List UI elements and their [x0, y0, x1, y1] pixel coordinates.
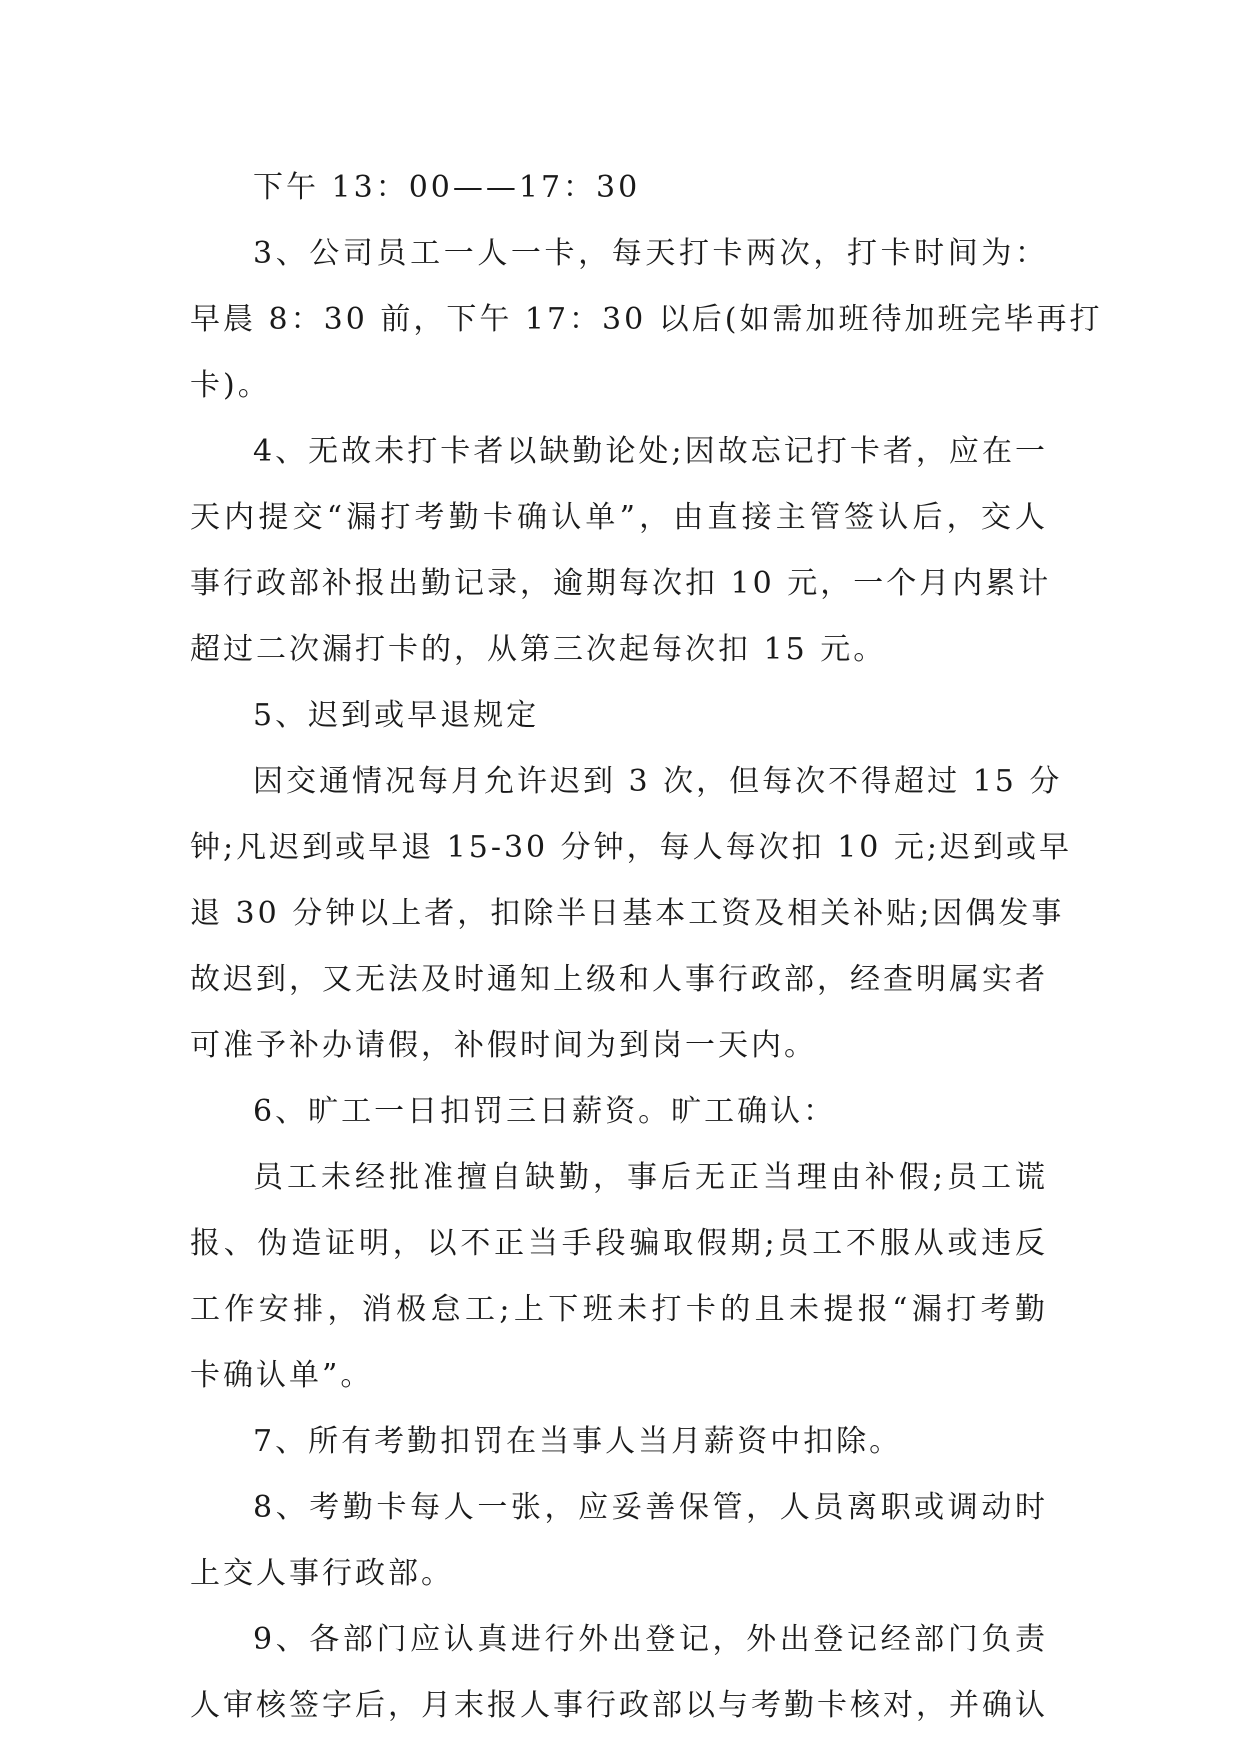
- text-line: 5、迟到或早退规定: [253, 698, 540, 733]
- text-line: 因交通情况每月允许迟到 3 次，但每次不得超过 15 分: [253, 764, 1063, 799]
- document-page: [190, 155, 1103, 1739]
- text-line: 7、所有考勤扣罚在当事人当月薪资中扣除。: [253, 1424, 903, 1459]
- text-line: 8、考勤卡每人一张，应妥善保管，人员离职或调动时: [253, 1490, 1048, 1525]
- text-line: 事行政部补报出勤记录，逾期每次扣 10 元，一个月内累计: [190, 566, 1052, 601]
- text-line: 超过二次漏打卡的，从第三次起每次扣 15 元。: [190, 632, 887, 667]
- text-line: 报、伪造证明，以不正当手段骗取假期;员工不服从或违反: [190, 1226, 1048, 1261]
- text-line: 卡确认单”。: [190, 1358, 374, 1393]
- text-line: 可准予补办请假，补假时间为到岗一天内。: [190, 1028, 817, 1063]
- text-line: 天内提交“漏打考勤卡确认单”，由直接主管签认后，交人: [190, 500, 1048, 535]
- text-line: 卡)。: [190, 368, 271, 403]
- text-line: 3、公司员工一人一卡，每天打卡两次，打卡时间为：: [253, 236, 1048, 271]
- text-line: 4、无故未打卡者以缺勤论处;因故忘记打卡者，应在一: [253, 434, 1048, 469]
- text-line: 员工未经批准擅自缺勤，事后无正当理由补假;员工谎: [253, 1160, 1048, 1195]
- text-line: 下午 13：00——17：30: [253, 170, 641, 205]
- text-line: 故迟到，又无法及时通知上级和人事行政部，经查明属实者: [190, 962, 1048, 997]
- text-line: 退 30 分钟以上者，扣除半日基本工资及相关补贴;因偶发事: [190, 896, 1065, 931]
- text-line: 6、旷工一日扣罚三日薪资。旷工确认：: [253, 1094, 837, 1129]
- text-line: 钟;凡迟到或早退 15-30 分钟，每人每次扣 10 元;迟到或早: [190, 830, 1073, 865]
- text-line: 上交人事行政部。: [190, 1556, 454, 1591]
- text-line: 人审核签字后，月末报人事行政部以与考勤卡核对，并确认: [190, 1688, 1048, 1723]
- text-line: 早晨 8：30 前，下午 17：30 以后(如需加班待加班完毕再打: [190, 302, 1103, 337]
- text-line: 工作安排，消极怠工;上下班未打卡的且未提报“漏打考勤: [190, 1292, 1048, 1327]
- text-line: 9、各部门应认真进行外出登记，外出登记经部门负责: [253, 1622, 1048, 1657]
